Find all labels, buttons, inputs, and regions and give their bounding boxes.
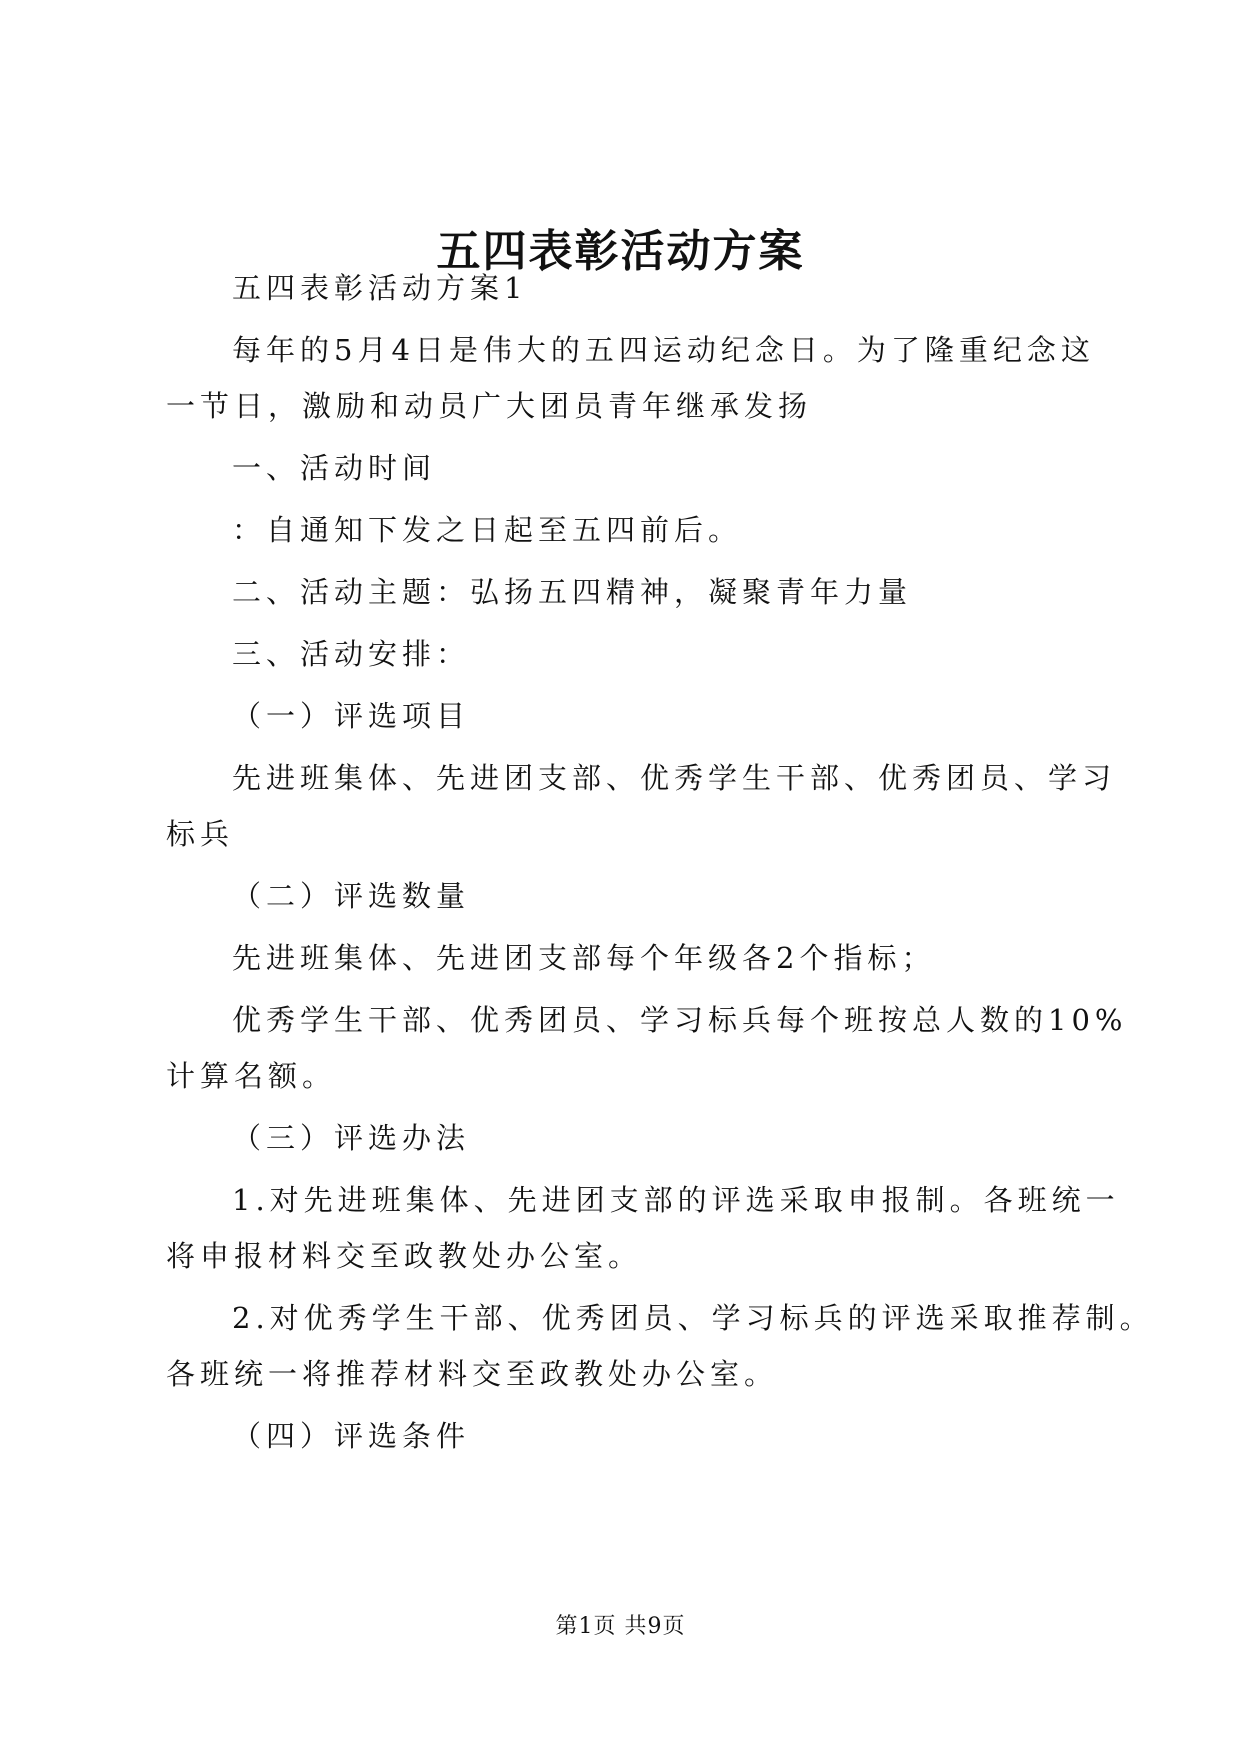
body-line: 2.对优秀学生干部、优秀团员、学习标兵的评选采取推荐制。 <box>232 1301 1154 1335</box>
body-line: （三）评选办法 <box>232 1121 471 1155</box>
body-line: 每年的5月4日是伟大的五四运动纪念日。为了隆重纪念这 <box>232 333 1095 367</box>
body-line: 1.对先进班集体、先进团支部的评选采取申报制。各班统一 <box>232 1183 1120 1217</box>
body-line: 先进班集体、先进团支部每个年级各2个指标； <box>232 941 936 975</box>
body-line: 二、活动主题：弘扬五四精神，凝聚青年力量 <box>232 575 913 609</box>
body-line: （二）评选数量 <box>232 879 471 913</box>
document-body <box>166 257 1154 1467</box>
page-footer: 第1页 共9页 <box>555 1614 686 1639</box>
body-line: （四）评选条件 <box>232 1419 471 1453</box>
body-line: 一、活动时间 <box>232 451 437 485</box>
body-line: 一节日，激励和动员广大团员青年继承发扬 <box>166 389 813 423</box>
body-line: （一）评选项目 <box>232 699 471 733</box>
body-line: ：自通知下发之日起至五四前后。 <box>232 513 743 547</box>
body-line: 将申报材料交至政教处办公室。 <box>166 1239 643 1273</box>
body-line: 优秀学生干部、优秀团员、学习标兵每个班按总人数的10% <box>232 1003 1128 1037</box>
body-line: 三、活动安排： <box>232 637 471 671</box>
body-line: 各班统一将推荐材料交至政教处办公室。 <box>166 1357 779 1391</box>
body-line: 计算名额。 <box>166 1059 337 1093</box>
document-title: 五四表彰活动方案 <box>436 226 805 277</box>
body-line: 先进班集体、先进团支部、优秀学生干部、优秀团员、学习 <box>232 761 1117 795</box>
body-line: 标兵 <box>166 817 235 851</box>
body-line: 五四表彰活动方案1 <box>232 271 528 305</box>
